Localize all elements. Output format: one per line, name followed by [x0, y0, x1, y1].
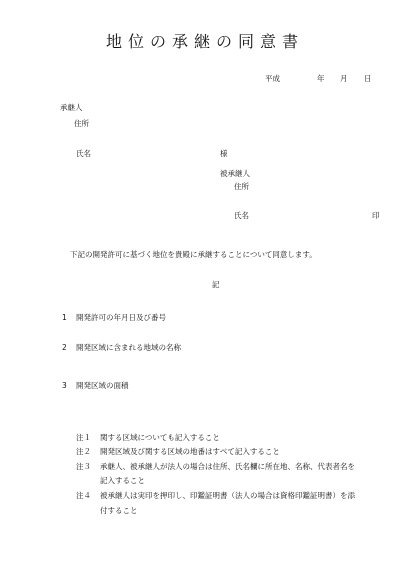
record-heading: 記: [212, 280, 220, 289]
successor-address-label: 住所: [74, 119, 89, 128]
note-text: 承継人、被承継人が法人の場合は住所、氏名欄に所在地、名称、代表者名を: [100, 462, 355, 471]
consent-statement: 下記の開発許可に基づく地位を貴殿に承継することについて同意します。: [70, 250, 317, 259]
item-label: 開発許可の年月日及び番号: [76, 313, 166, 322]
successor-name-label: 氏名: [76, 149, 91, 158]
date-day-label: 日: [364, 74, 372, 83]
item-number: 1: [62, 313, 67, 322]
note-label: 注２: [76, 447, 91, 456]
predecessor-heading: 被承継人: [220, 169, 250, 178]
item-label: 開発区域の面積: [76, 381, 129, 390]
predecessor-address-label: 住所: [234, 182, 249, 191]
note-label: 注３: [76, 462, 91, 471]
item-number: 3: [62, 381, 67, 390]
note-text-continued: 記入すること: [100, 476, 145, 485]
item-number: 2: [62, 343, 67, 352]
note-label: 注１: [76, 433, 91, 442]
predecessor-name-label: 氏名: [234, 211, 249, 220]
successor-honorific: 様: [220, 149, 228, 158]
note-text: 関する区域についても記入すること: [100, 433, 220, 442]
note-text: 開発区域及び関する区域の地番はすべて記入すること: [100, 447, 280, 456]
date-month-label: 月: [340, 74, 348, 83]
note-text-continued: 付すること: [100, 506, 138, 515]
note-label: 注４: [76, 491, 91, 500]
item-label: 開発区域に含まれる地域の名称: [76, 343, 181, 352]
seal-mark: 印: [372, 211, 380, 220]
document-title: 地位の承継の同意書: [105, 32, 304, 51]
date-year-label: 年: [317, 74, 325, 83]
note-text: 被承継人は実印を押印し、印鑑証明書（法人の場合は資格印鑑証明書）を添: [100, 491, 355, 500]
date-era: 平成: [265, 74, 280, 83]
successor-heading: 承継人: [60, 103, 83, 112]
